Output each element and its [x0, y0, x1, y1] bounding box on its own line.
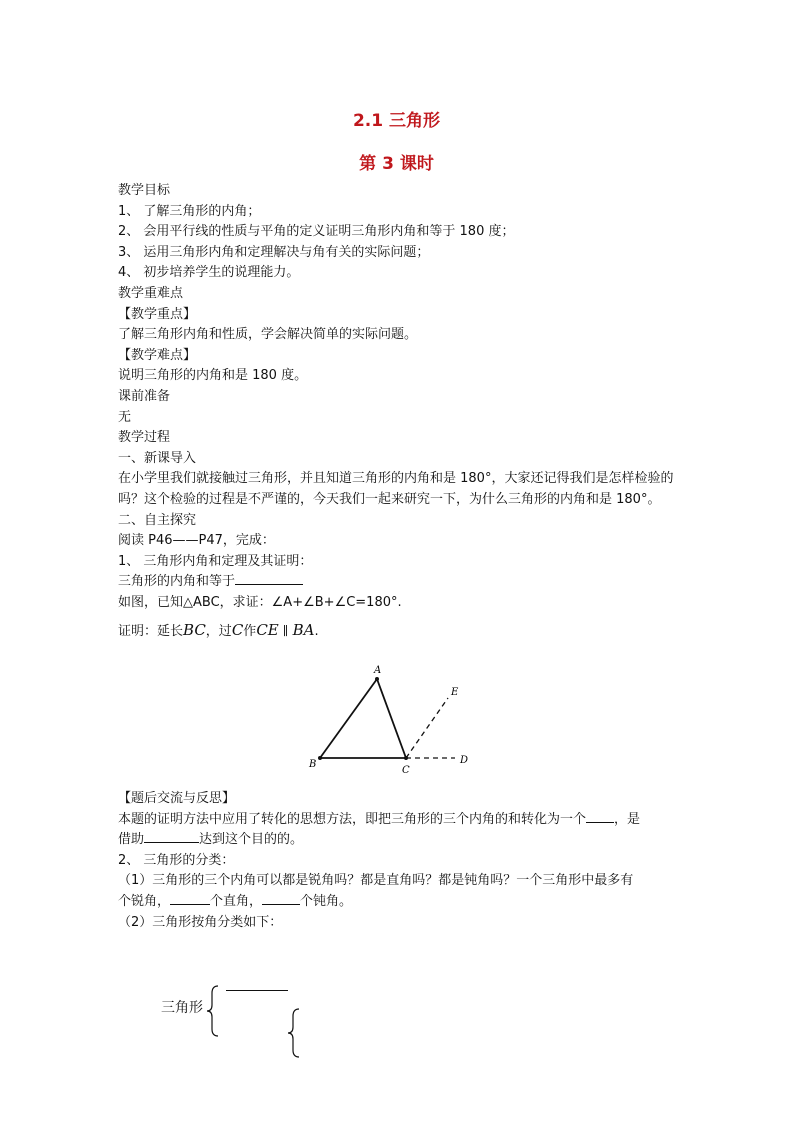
parallel-ce: [406, 698, 448, 758]
fill-sum-text: 三角形的内角和等于: [118, 574, 236, 590]
segment-ba: BA: [292, 621, 315, 640]
answer-blank[interactable]: [586, 810, 614, 823]
question-1-line-2: [118, 892, 680, 913]
theorem-item: 1、 三角形内角和定理及其证明：: [118, 553, 313, 569]
preparation-text: 无: [118, 409, 132, 425]
key-points-heading: 教学重难点: [118, 285, 184, 301]
segment-bc: BC: [183, 621, 206, 640]
objective-item: 3、 运用三角形内角和定理解决与角有关的实际问题；: [118, 244, 430, 260]
label-d: D: [460, 755, 469, 766]
document-body: [118, 181, 680, 643]
section1-text: 在小学里我们就接触过三角形，并且知道三角形的内角和是 180°，大家还记得我们是怎样检验的吗？这个检验的过程是不严谨的，今天我们一起来研究一下，为什么三角形的内角和是 180°。: [118, 471, 674, 507]
reflection-line-1: [118, 810, 680, 831]
question-text: 个锐角，: [118, 893, 171, 909]
side-ab: [320, 679, 377, 758]
label-a: A: [374, 665, 382, 676]
label-c: C: [402, 765, 410, 775]
document-body-continued: [118, 789, 680, 933]
left-brace-icon: [287, 1008, 301, 1058]
reflection-line-2: [118, 830, 680, 851]
focus-text: 了解三角形内角和性质，学会解决简单的实际问题。: [118, 327, 418, 343]
vertex-a-dot: [375, 677, 379, 681]
proof-make: 作: [243, 624, 257, 640]
question-text: 个直角，: [210, 893, 263, 909]
objective-item: 2、 会用平行线的性质与平角的定义证明三角形内角和等于 180 度；: [118, 224, 515, 240]
reflection-text: ，是: [614, 811, 641, 827]
answer-blank[interactable]: [170, 892, 210, 905]
section1-heading: 一、新课导入: [118, 450, 197, 466]
answer-blank[interactable]: [226, 990, 288, 991]
question-1-line-1: （1）三角形的三个内角可以都是锐角吗？都是直角吗？都是钝角吗？一个三角形中最多有: [118, 873, 634, 889]
page-title: 2.1 三角形: [352, 111, 441, 131]
proof-end: .: [314, 624, 319, 640]
tree-root-label: 三角形: [161, 1000, 203, 1016]
objective-item: 1、 了解三角形的内角；: [118, 203, 261, 219]
section2-heading: 二、自主探究: [118, 512, 197, 528]
objectives-heading: 教学目标: [118, 183, 171, 198]
left-brace-icon: [206, 985, 220, 1037]
difficulty-text: 说明三角形的内角和是 180 度。: [118, 368, 308, 384]
given-statement: 如图，已知△ABC，求证：∠A+∠B+∠C=180°.: [118, 594, 402, 610]
vertex-b-dot: [318, 756, 322, 760]
difficulty-label: 【教学难点】: [118, 347, 197, 363]
reflection-label: 【题后交流与反思】: [118, 791, 236, 806]
reflection-text: 达到这个目的的。: [199, 832, 304, 848]
focus-label: 【教学重点】: [118, 306, 197, 322]
proof-lead: 证明：延长: [118, 624, 184, 640]
segment-ce: CE: [256, 621, 279, 640]
question-text: 个钝角。: [300, 893, 353, 909]
point-c: C: [231, 621, 244, 640]
reflection-text: 借助: [118, 832, 145, 848]
preparation-heading: 课前准备: [118, 388, 171, 404]
question-2: （2）三角形按角分类如下：: [118, 914, 283, 930]
proof-line: [118, 620, 680, 643]
classification-item: 2、 三角形的分类：: [118, 852, 235, 868]
proof-mid: ，过: [205, 624, 232, 640]
side-ac: [377, 679, 406, 758]
fill-sum-line: [118, 572, 680, 593]
triangle-figure: [300, 660, 480, 775]
label-e: E: [451, 687, 459, 698]
answer-blank[interactable]: [144, 830, 199, 843]
vertex-c-dot: [404, 756, 408, 760]
classification-tree: [160, 975, 360, 1065]
label-b: B: [309, 759, 317, 770]
lesson-subtitle: 第 3 课时: [359, 154, 434, 174]
objective-item: 4、 初步培养学生的说理能力。: [118, 265, 300, 281]
reflection-text: 本题的证明方法中应用了转化的思想方法，即把三角形的三个内角的和转化为一个: [118, 811, 587, 827]
reading-instruction: 阅读 P46——P47，完成：: [118, 533, 275, 549]
parallel-symbol: ∥: [282, 624, 289, 639]
answer-blank[interactable]: [235, 572, 303, 585]
answer-blank[interactable]: [262, 892, 300, 905]
process-heading: 教学过程: [118, 430, 171, 446]
